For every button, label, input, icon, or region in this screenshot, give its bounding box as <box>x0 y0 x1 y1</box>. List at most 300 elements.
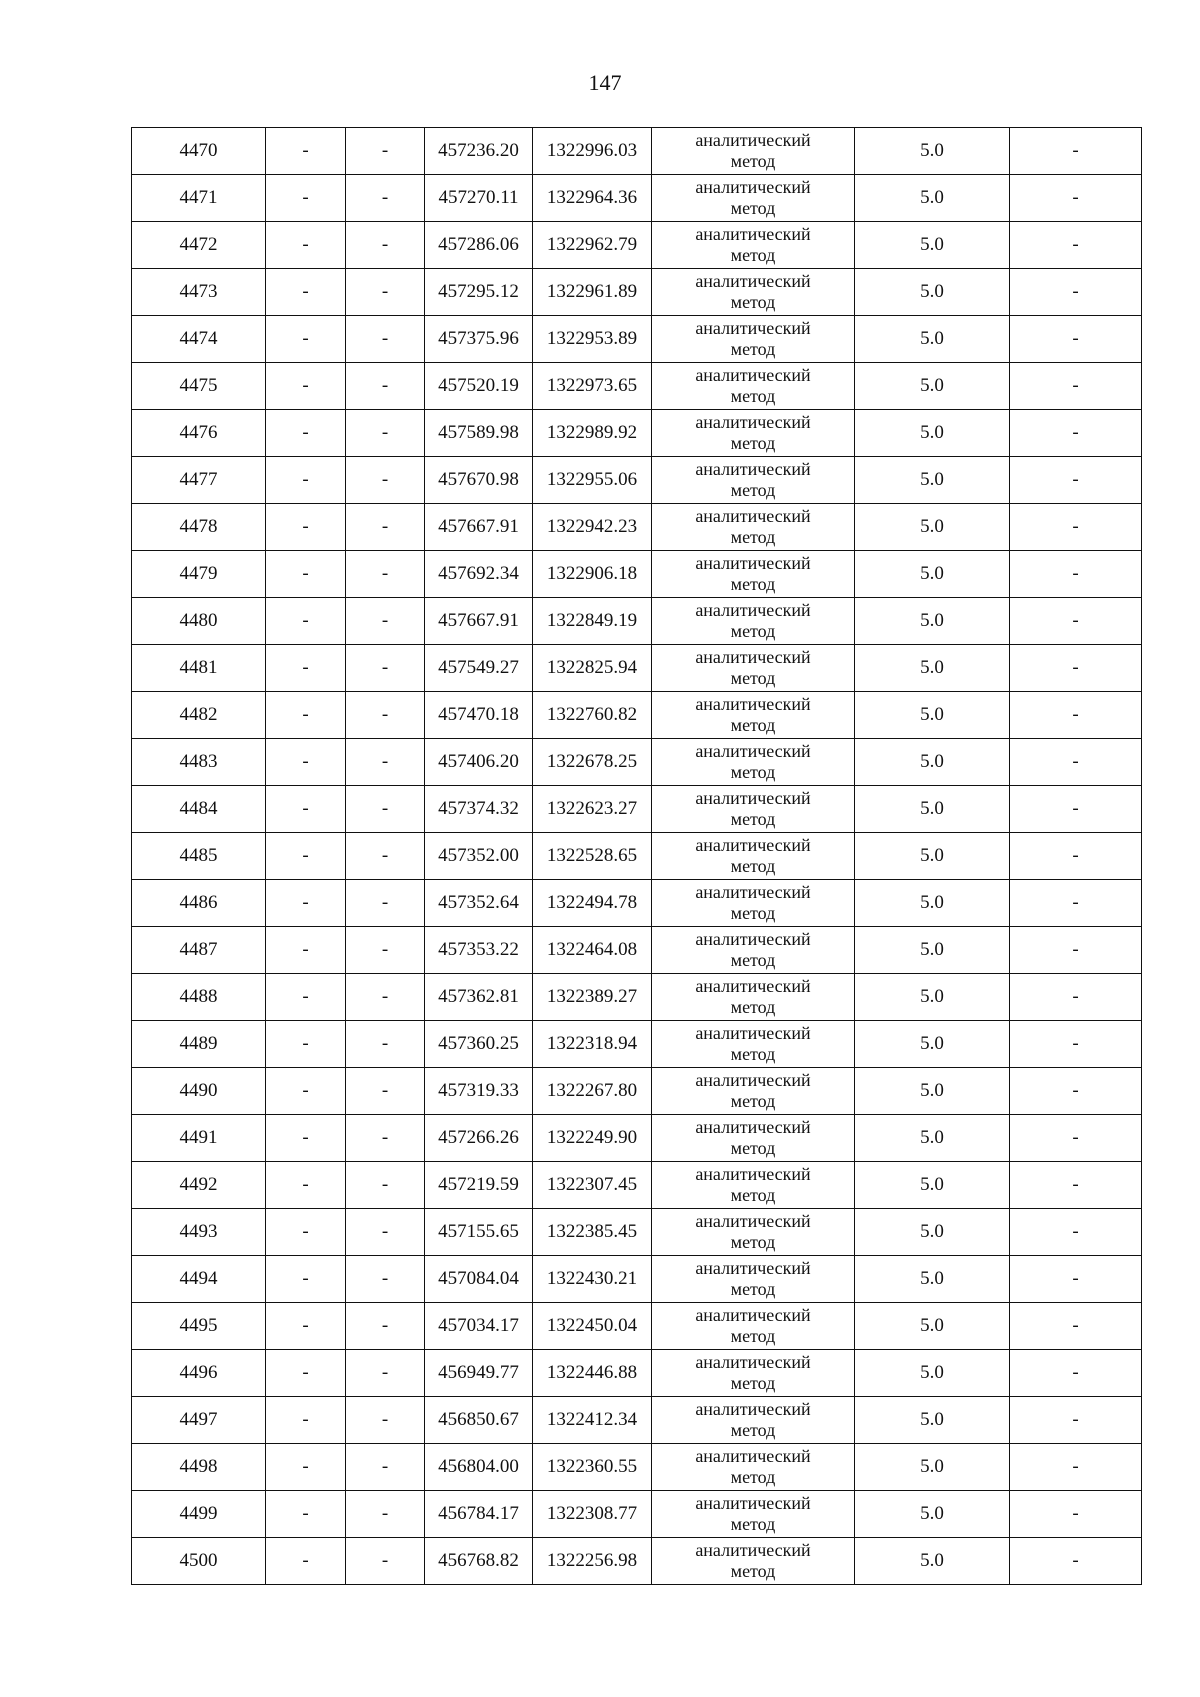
point-number-cell: 4499 <box>132 1491 266 1538</box>
method-cell <box>652 880 855 927</box>
point-number-cell: 4478 <box>132 504 266 551</box>
empty-value-cell: - <box>266 222 346 269</box>
point-number-cell: 4486 <box>132 880 266 927</box>
point-number-cell: 4492 <box>132 1162 266 1209</box>
table-row <box>132 833 1142 880</box>
empty-value-cell: - <box>346 1162 425 1209</box>
method-line-2: метод <box>730 668 776 688</box>
point-number-cell: 4487 <box>132 927 266 974</box>
method-line-1: аналитический <box>695 1493 811 1513</box>
table-row <box>132 1303 1142 1350</box>
method-cell <box>652 1538 855 1585</box>
y-coordinate-cell: 1322906.18 <box>533 551 652 598</box>
y-coordinate-cell: 1322464.08 <box>533 927 652 974</box>
point-number-cell: 4483 <box>132 739 266 786</box>
y-coordinate-cell: 1322389.27 <box>533 974 652 1021</box>
note-cell: - <box>1010 1397 1142 1444</box>
table-row <box>132 504 1142 551</box>
empty-value-cell: - <box>266 1021 346 1068</box>
empty-value-cell: - <box>346 175 425 222</box>
x-coordinate-cell: 457286.06 <box>425 222 533 269</box>
accuracy-cell: 5.0 <box>855 269 1010 316</box>
empty-value-cell: - <box>266 410 346 457</box>
table-row <box>132 1115 1142 1162</box>
table-row <box>132 1491 1142 1538</box>
table-row <box>132 1209 1142 1256</box>
empty-value-cell: - <box>346 1115 425 1162</box>
y-coordinate-cell: 1322678.25 <box>533 739 652 786</box>
method-line-1: аналитический <box>695 506 811 526</box>
y-coordinate-cell: 1322825.94 <box>533 645 652 692</box>
note-cell: - <box>1010 1350 1142 1397</box>
method-line-2: метод <box>730 151 776 171</box>
method-line-2: метод <box>730 1232 776 1252</box>
empty-value-cell: - <box>266 1256 346 1303</box>
table-row <box>132 222 1142 269</box>
point-number-cell: 4472 <box>132 222 266 269</box>
empty-value-cell: - <box>346 222 425 269</box>
note-cell: - <box>1010 363 1142 410</box>
method-cell <box>652 786 855 833</box>
table-row <box>132 974 1142 1021</box>
empty-value-cell: - <box>266 1397 346 1444</box>
method-line-2: метод <box>730 245 776 265</box>
method-cell <box>652 1491 855 1538</box>
accuracy-cell: 5.0 <box>855 1021 1010 1068</box>
note-cell: - <box>1010 1256 1142 1303</box>
note-cell: - <box>1010 222 1142 269</box>
method-line-2: метод <box>730 1514 776 1534</box>
empty-value-cell: - <box>266 598 346 645</box>
page-number: 147 <box>588 70 622 95</box>
method-line-2: метод <box>730 1467 776 1487</box>
empty-value-cell: - <box>346 1350 425 1397</box>
note-cell: - <box>1010 974 1142 1021</box>
method-line-2: метод <box>730 1138 776 1158</box>
y-coordinate-cell: 1322256.98 <box>533 1538 652 1585</box>
accuracy-cell: 5.0 <box>855 1350 1010 1397</box>
method-line-1: аналитический <box>695 412 811 432</box>
method-line-2: метод <box>730 480 776 500</box>
method-line-1: аналитический <box>695 1540 811 1560</box>
point-number-cell: 4494 <box>132 1256 266 1303</box>
accuracy-cell: 5.0 <box>855 1538 1010 1585</box>
method-line-1: аналитический <box>695 1211 811 1231</box>
empty-value-cell: - <box>266 1303 346 1350</box>
note-cell: - <box>1010 1115 1142 1162</box>
method-line-2: метод <box>730 339 776 359</box>
empty-value-cell: - <box>346 880 425 927</box>
empty-value-cell: - <box>266 457 346 504</box>
empty-value-cell: - <box>346 645 425 692</box>
empty-value-cell: - <box>346 363 425 410</box>
note-cell: - <box>1010 833 1142 880</box>
method-line-1: аналитический <box>695 1352 811 1372</box>
method-cell <box>652 128 855 175</box>
point-number-cell: 4474 <box>132 316 266 363</box>
point-number-cell: 4493 <box>132 1209 266 1256</box>
point-number-cell: 4484 <box>132 786 266 833</box>
note-cell: - <box>1010 175 1142 222</box>
note-cell: - <box>1010 410 1142 457</box>
table-row <box>132 692 1142 739</box>
method-cell <box>652 269 855 316</box>
method-line-2: метод <box>730 762 776 782</box>
method-cell <box>652 833 855 880</box>
x-coordinate-cell: 457352.00 <box>425 833 533 880</box>
x-coordinate-cell: 456784.17 <box>425 1491 533 1538</box>
table-row <box>132 598 1142 645</box>
method-cell <box>652 645 855 692</box>
table-row <box>132 1162 1142 1209</box>
method-line-2: метод <box>730 1091 776 1111</box>
x-coordinate-cell: 457667.91 <box>425 598 533 645</box>
x-coordinate-cell: 457374.32 <box>425 786 533 833</box>
empty-value-cell: - <box>346 1303 425 1350</box>
x-coordinate-cell: 457692.34 <box>425 551 533 598</box>
empty-value-cell: - <box>266 551 346 598</box>
empty-value-cell: - <box>266 1538 346 1585</box>
point-number-cell: 4497 <box>132 1397 266 1444</box>
table-row <box>132 128 1142 175</box>
accuracy-cell: 5.0 <box>855 645 1010 692</box>
empty-value-cell: - <box>346 457 425 504</box>
y-coordinate-cell: 1322528.65 <box>533 833 652 880</box>
method-line-1: аналитический <box>695 976 811 996</box>
point-number-cell: 4473 <box>132 269 266 316</box>
empty-value-cell: - <box>346 128 425 175</box>
accuracy-cell: 5.0 <box>855 1068 1010 1115</box>
empty-value-cell: - <box>266 974 346 1021</box>
point-number-cell: 4480 <box>132 598 266 645</box>
point-number-cell: 4495 <box>132 1303 266 1350</box>
accuracy-cell: 5.0 <box>855 927 1010 974</box>
method-line-1: аналитический <box>695 882 811 902</box>
method-line-1: аналитический <box>695 694 811 714</box>
method-line-1: аналитический <box>695 741 811 761</box>
method-line-2: метод <box>730 292 776 312</box>
y-coordinate-cell: 1322955.06 <box>533 457 652 504</box>
method-line-1: аналитический <box>695 647 811 667</box>
note-cell: - <box>1010 1021 1142 1068</box>
method-cell <box>652 1209 855 1256</box>
point-number-cell: 4485 <box>132 833 266 880</box>
method-line-2: метод <box>730 433 776 453</box>
method-cell <box>652 1397 855 1444</box>
method-cell <box>652 1021 855 1068</box>
x-coordinate-cell: 456949.77 <box>425 1350 533 1397</box>
accuracy-cell: 5.0 <box>855 1444 1010 1491</box>
method-line-2: метод <box>730 574 776 594</box>
x-coordinate-cell: 457353.22 <box>425 927 533 974</box>
accuracy-cell: 5.0 <box>855 128 1010 175</box>
empty-value-cell: - <box>266 880 346 927</box>
accuracy-cell: 5.0 <box>855 880 1010 927</box>
method-cell <box>652 1350 855 1397</box>
note-cell: - <box>1010 927 1142 974</box>
y-coordinate-cell: 1322307.45 <box>533 1162 652 1209</box>
empty-value-cell: - <box>346 974 425 1021</box>
x-coordinate-cell: 457034.17 <box>425 1303 533 1350</box>
accuracy-cell: 5.0 <box>855 504 1010 551</box>
table-row <box>132 880 1142 927</box>
accuracy-cell: 5.0 <box>855 363 1010 410</box>
method-line-2: метод <box>730 621 776 641</box>
table-row <box>132 1538 1142 1585</box>
y-coordinate-cell: 1322385.45 <box>533 1209 652 1256</box>
note-cell: - <box>1010 1209 1142 1256</box>
empty-value-cell: - <box>266 927 346 974</box>
method-line-2: метод <box>730 950 776 970</box>
method-cell <box>652 1303 855 1350</box>
method-line-2: метод <box>730 809 776 829</box>
y-coordinate-cell: 1322494.78 <box>533 880 652 927</box>
empty-value-cell: - <box>266 786 346 833</box>
empty-value-cell: - <box>266 128 346 175</box>
table-row <box>132 1444 1142 1491</box>
empty-value-cell: - <box>346 1491 425 1538</box>
accuracy-cell: 5.0 <box>855 1209 1010 1256</box>
empty-value-cell: - <box>346 692 425 739</box>
empty-value-cell: - <box>266 692 346 739</box>
method-cell <box>652 457 855 504</box>
point-number-cell: 4476 <box>132 410 266 457</box>
accuracy-cell: 5.0 <box>855 739 1010 786</box>
x-coordinate-cell: 457236.20 <box>425 128 533 175</box>
y-coordinate-cell: 1322964.36 <box>533 175 652 222</box>
y-coordinate-cell: 1322623.27 <box>533 786 652 833</box>
table-row <box>132 551 1142 598</box>
y-coordinate-cell: 1322318.94 <box>533 1021 652 1068</box>
x-coordinate-cell: 457266.26 <box>425 1115 533 1162</box>
accuracy-cell: 5.0 <box>855 1256 1010 1303</box>
note-cell: - <box>1010 1538 1142 1585</box>
empty-value-cell: - <box>346 1444 425 1491</box>
accuracy-cell: 5.0 <box>855 1397 1010 1444</box>
x-coordinate-cell: 457667.91 <box>425 504 533 551</box>
method-cell <box>652 222 855 269</box>
table-body <box>132 128 1142 1585</box>
empty-value-cell: - <box>346 927 425 974</box>
empty-value-cell: - <box>346 786 425 833</box>
empty-value-cell: - <box>266 1491 346 1538</box>
table-row <box>132 363 1142 410</box>
note-cell: - <box>1010 739 1142 786</box>
method-line-1: аналитический <box>695 1258 811 1278</box>
table-row <box>132 739 1142 786</box>
x-coordinate-cell: 457589.98 <box>425 410 533 457</box>
x-coordinate-cell: 457084.04 <box>425 1256 533 1303</box>
y-coordinate-cell: 1322360.55 <box>533 1444 652 1491</box>
accuracy-cell: 5.0 <box>855 1162 1010 1209</box>
empty-value-cell: - <box>266 1350 346 1397</box>
y-coordinate-cell: 1322308.77 <box>533 1491 652 1538</box>
x-coordinate-cell: 457520.19 <box>425 363 533 410</box>
method-line-1: аналитический <box>695 600 811 620</box>
accuracy-cell: 5.0 <box>855 1491 1010 1538</box>
note-cell: - <box>1010 1303 1142 1350</box>
empty-value-cell: - <box>346 410 425 457</box>
y-coordinate-cell: 1322849.19 <box>533 598 652 645</box>
x-coordinate-cell: 456850.67 <box>425 1397 533 1444</box>
method-cell <box>652 410 855 457</box>
method-line-2: метод <box>730 715 776 735</box>
method-line-2: метод <box>730 1185 776 1205</box>
point-number-cell: 4477 <box>132 457 266 504</box>
method-line-1: аналитический <box>695 1399 811 1419</box>
y-coordinate-cell: 1322267.80 <box>533 1068 652 1115</box>
empty-value-cell: - <box>266 1444 346 1491</box>
method-cell <box>652 1256 855 1303</box>
empty-value-cell: - <box>266 833 346 880</box>
table-row <box>132 786 1142 833</box>
y-coordinate-cell: 1322412.34 <box>533 1397 652 1444</box>
note-cell: - <box>1010 128 1142 175</box>
empty-value-cell: - <box>266 316 346 363</box>
x-coordinate-cell: 457319.33 <box>425 1068 533 1115</box>
note-cell: - <box>1010 551 1142 598</box>
empty-value-cell: - <box>346 1021 425 1068</box>
method-line-2: метод <box>730 903 776 923</box>
note-cell: - <box>1010 504 1142 551</box>
method-line-1: аналитический <box>695 177 811 197</box>
method-line-1: аналитический <box>695 318 811 338</box>
empty-value-cell: - <box>346 269 425 316</box>
accuracy-cell: 5.0 <box>855 598 1010 645</box>
x-coordinate-cell: 457155.65 <box>425 1209 533 1256</box>
method-line-1: аналитический <box>695 788 811 808</box>
method-line-2: метод <box>730 856 776 876</box>
empty-value-cell: - <box>346 551 425 598</box>
x-coordinate-cell: 457375.96 <box>425 316 533 363</box>
y-coordinate-cell: 1322996.03 <box>533 128 652 175</box>
method-cell <box>652 692 855 739</box>
method-line-2: метод <box>730 198 776 218</box>
empty-value-cell: - <box>266 645 346 692</box>
point-number-cell: 4500 <box>132 1538 266 1585</box>
x-coordinate-cell: 457295.12 <box>425 269 533 316</box>
table-row <box>132 1350 1142 1397</box>
empty-value-cell: - <box>266 175 346 222</box>
table-row <box>132 1068 1142 1115</box>
note-cell: - <box>1010 645 1142 692</box>
accuracy-cell: 5.0 <box>855 410 1010 457</box>
table-row <box>132 645 1142 692</box>
method-cell <box>652 551 855 598</box>
empty-value-cell: - <box>346 1209 425 1256</box>
method-cell <box>652 504 855 551</box>
x-coordinate-cell: 457549.27 <box>425 645 533 692</box>
empty-value-cell: - <box>266 363 346 410</box>
y-coordinate-cell: 1322249.90 <box>533 1115 652 1162</box>
table-row <box>132 1256 1142 1303</box>
empty-value-cell: - <box>346 739 425 786</box>
y-coordinate-cell: 1322450.04 <box>533 1303 652 1350</box>
method-line-1: аналитический <box>695 271 811 291</box>
y-coordinate-cell: 1322430.21 <box>533 1256 652 1303</box>
method-line-2: метод <box>730 997 776 1017</box>
table-row <box>132 175 1142 222</box>
method-line-2: метод <box>730 1373 776 1393</box>
y-coordinate-cell: 1322962.79 <box>533 222 652 269</box>
x-coordinate-cell: 457406.20 <box>425 739 533 786</box>
accuracy-cell: 5.0 <box>855 786 1010 833</box>
empty-value-cell: - <box>266 1115 346 1162</box>
note-cell: - <box>1010 269 1142 316</box>
table-row <box>132 1397 1142 1444</box>
method-line-1: аналитический <box>695 1117 811 1137</box>
empty-value-cell: - <box>266 1209 346 1256</box>
note-cell: - <box>1010 880 1142 927</box>
method-line-1: аналитический <box>695 1446 811 1466</box>
empty-value-cell: - <box>346 598 425 645</box>
point-number-cell: 4475 <box>132 363 266 410</box>
point-number-cell: 4482 <box>132 692 266 739</box>
x-coordinate-cell: 457352.64 <box>425 880 533 927</box>
empty-value-cell: - <box>266 269 346 316</box>
point-number-cell: 4488 <box>132 974 266 1021</box>
note-cell: - <box>1010 786 1142 833</box>
method-cell <box>652 739 855 786</box>
point-number-cell: 4481 <box>132 645 266 692</box>
point-number-cell: 4479 <box>132 551 266 598</box>
table-row <box>132 269 1142 316</box>
note-cell: - <box>1010 1444 1142 1491</box>
empty-value-cell: - <box>346 316 425 363</box>
method-line-2: метод <box>730 1044 776 1064</box>
x-coordinate-cell: 457219.59 <box>425 1162 533 1209</box>
point-number-cell: 4491 <box>132 1115 266 1162</box>
empty-value-cell: - <box>346 833 425 880</box>
method-line-1: аналитический <box>695 1070 811 1090</box>
method-line-2: метод <box>730 1279 776 1299</box>
empty-value-cell: - <box>266 1162 346 1209</box>
accuracy-cell: 5.0 <box>855 316 1010 363</box>
table-row <box>132 457 1142 504</box>
table-row <box>132 316 1142 363</box>
accuracy-cell: 5.0 <box>855 551 1010 598</box>
method-cell <box>652 1162 855 1209</box>
x-coordinate-cell: 457670.98 <box>425 457 533 504</box>
method-line-1: аналитический <box>695 365 811 385</box>
table-row <box>132 1021 1142 1068</box>
x-coordinate-cell: 457470.18 <box>425 692 533 739</box>
method-cell <box>652 927 855 974</box>
note-cell: - <box>1010 598 1142 645</box>
accuracy-cell: 5.0 <box>855 175 1010 222</box>
accuracy-cell: 5.0 <box>855 692 1010 739</box>
method-cell <box>652 1068 855 1115</box>
method-line-1: аналитический <box>695 130 811 150</box>
accuracy-cell: 5.0 <box>855 1115 1010 1162</box>
x-coordinate-cell: 456768.82 <box>425 1538 533 1585</box>
method-line-1: аналитический <box>695 835 811 855</box>
method-line-1: аналитический <box>695 553 811 573</box>
empty-value-cell: - <box>266 504 346 551</box>
table-row <box>132 410 1142 457</box>
accuracy-cell: 5.0 <box>855 833 1010 880</box>
y-coordinate-cell: 1322942.23 <box>533 504 652 551</box>
method-line-2: метод <box>730 1326 776 1346</box>
x-coordinate-cell: 456804.00 <box>425 1444 533 1491</box>
method-cell <box>652 316 855 363</box>
method-line-1: аналитический <box>695 224 811 244</box>
point-number-cell: 4498 <box>132 1444 266 1491</box>
point-number-cell: 4470 <box>132 128 266 175</box>
y-coordinate-cell: 1322760.82 <box>533 692 652 739</box>
coordinates-table <box>131 127 1142 1585</box>
x-coordinate-cell: 457270.11 <box>425 175 533 222</box>
